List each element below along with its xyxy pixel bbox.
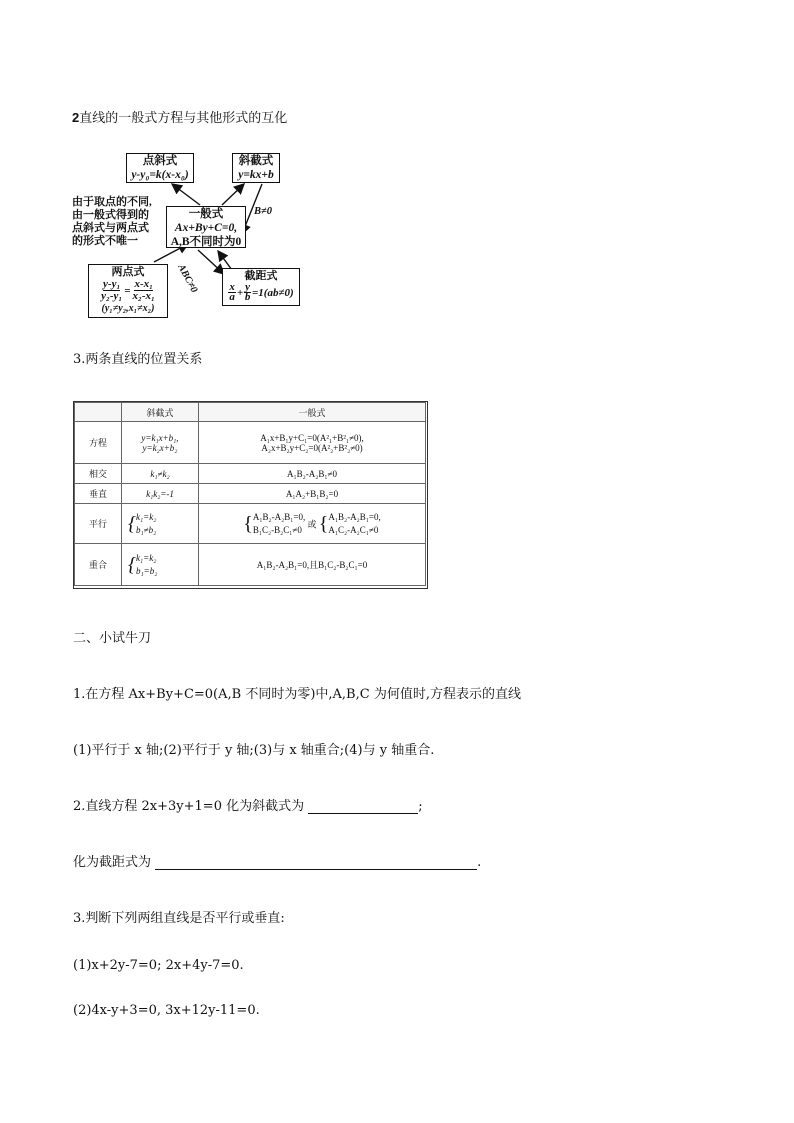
general-cell: A₁B₂-A₂B₁≠0 (199, 464, 426, 484)
arrow-general-to-slope-intercept (222, 184, 244, 205)
two-point-den-left: y₂-y₁ (101, 290, 123, 302)
table-row (75, 422, 426, 464)
general-cell (199, 422, 426, 464)
note-line: 点斜式与两点式 (72, 222, 149, 234)
slope-intercept-box (232, 153, 280, 183)
question-1-line-1: 1.在方程 Ax+By+C=0(A,B 不同时为零)中,A,B,C 为何值时,方程表示的直线 (73, 687, 521, 702)
note-line: 由于取点的不同, (72, 196, 152, 208)
general-form-condition: A,B不同时为0 (170, 236, 242, 248)
table-row (75, 464, 426, 484)
cell-line: k₁=k₂ (136, 552, 157, 563)
point-slope-formula: y-y₀=k(x-x₀) (131, 169, 189, 181)
table-header-cell: 一般式 (199, 403, 426, 422)
section-2-number: 2 (72, 110, 80, 125)
note-text (72, 196, 152, 248)
cell-line: y=k₁x+b₁, (141, 432, 179, 443)
two-point-box: 两点式 $\frac{\text{y-y₁}}{\text{y₂-y₁}}$ = $\frac{\text{x-x₁}}{\text{x₂-x₁}}$ (y₁≠y₂,x₁≠x₂) (88, 264, 168, 318)
cell-line: A₂x+B₂y+C₂=0(A²₂+B²₂≠0) (261, 442, 363, 453)
slope-intercept-formula: y=kx+b (238, 169, 274, 181)
cell-line: y=k₂x+b₂ (142, 442, 178, 453)
or-text: 或 (307, 519, 317, 529)
question-2-prefix: 2.直线方程 2x+3y+1=0 化为斜截式为 (73, 799, 305, 814)
arrow-general-to-point-slope (172, 184, 200, 205)
row-label: 相交 (75, 464, 122, 484)
two-point-den-right: x₂-x₁ (132, 290, 155, 302)
section-3-title: 3.两条直线的位置关系 (73, 352, 203, 367)
intercept-frac-y: y (245, 281, 251, 293)
question-2-suffix: ; (418, 799, 423, 814)
point-slope-name: 点斜式 (142, 155, 178, 167)
point-slope-box (126, 153, 194, 183)
cell-line: A₁C₂-A₂C₁≠0 (328, 524, 379, 535)
question-2-line-1 (73, 795, 423, 814)
general-form-box (166, 206, 246, 248)
table-row (75, 504, 426, 544)
general-cell: A₁A₂+B₁B₂=0 (199, 484, 426, 504)
intercept-frac-a: a (229, 291, 235, 303)
slope-cell (122, 422, 199, 464)
table-header-cell: 斜截式 (122, 403, 199, 422)
cell-line: b₁=b₂ (136, 565, 158, 576)
question-2-line-2 (73, 851, 481, 870)
question-2-line-2-suffix: . (477, 855, 482, 870)
question-3-part-2: (2)4x-y+3=0, 3x+12y-11=0. (73, 1003, 260, 1018)
answer-blank-slope-intercept[interactable] (308, 799, 418, 814)
note-line: 由一般式得到的 (72, 209, 149, 221)
row-label: 重合 (75, 544, 122, 586)
question-3-title: 3.判断下列两组直线是否平行或垂直: (73, 911, 285, 926)
note-line: 的形式不唯一 (72, 235, 138, 247)
intercept-name: 截距式 (244, 270, 278, 282)
section-2-text: 直线的一般式方程与其他形式的互化 (79, 111, 288, 126)
intercept-box: 截距式 x a + $\frac{y}{b}$ =1(ab≠0) (222, 268, 300, 306)
table-header-cell (75, 403, 122, 422)
general-form-name: 一般式 (188, 208, 224, 220)
slope-cell: k₁k₂=-1 (122, 484, 199, 504)
intercept-rest: =1(ab≠0) (252, 286, 294, 299)
cell-line: A₁B₂-A₂B₁=0, (252, 511, 306, 522)
relation-table (74, 402, 426, 586)
cell-line: k₁=k₂ (136, 511, 157, 522)
question-3-part-1: (1)x+2y-7=0; 2x+4y-7=0. (73, 958, 244, 973)
practice-heading: 二、小试牛刀 (73, 631, 152, 646)
row-label: 方程 (75, 422, 122, 464)
intercept-frac-b: b (244, 291, 251, 303)
table-row (75, 544, 426, 586)
slope-cell: { k₁=k₂ b₁=b₂ (122, 544, 199, 586)
two-point-condition: (y₁≠y₂,x₁≠x₂) (101, 303, 155, 314)
question-2-line-2-prefix: 化为截距式为 (73, 855, 152, 870)
slope-intercept-name: 斜截式 (238, 155, 274, 167)
two-point-name: 两点式 (111, 266, 145, 278)
two-point-num-left: y-y₁ (103, 278, 121, 290)
intercept-frac-x: x (229, 281, 235, 293)
cell-line: B₁C₂-B₂C₁≠0 (252, 524, 302, 535)
table-row (75, 484, 426, 504)
slope-cell: { k₁=k₂ b₁≠b₂ (122, 504, 199, 544)
two-point-num-right: x-x₁ (134, 278, 153, 290)
cell-line: A₁B₂-A₂B₁=0, (328, 511, 381, 522)
row-label: 平行 (75, 504, 122, 544)
label-abc-not-zero: ABC≠0 (175, 262, 200, 295)
general-cell: { A₁B₂-A₂B₁=0, B₁C₂-B₂C₁≠0 或 { A₁B₂-A₂B₁=0, A₁C₂-A₂C₁≠0 (199, 504, 426, 544)
cell-line: b₁≠b₂ (136, 524, 157, 535)
cell-line: A₁x+B₁y+C₁=0(A²₁+B²₁≠0), (260, 432, 364, 443)
label-b-not-zero: B≠0 (254, 206, 273, 217)
answer-blank-intercept[interactable] (155, 855, 477, 870)
slope-cell: k₁≠k₂ (122, 464, 199, 484)
general-form-formula: Ax+By+C=0, (174, 222, 238, 234)
question-1-line-2: (1)平行于 x 轴;(2)平行于 y 轴;(3)与 x 轴重合;(4)与 y 轴重合. (73, 743, 435, 758)
row-label: 垂直 (75, 484, 122, 504)
general-cell: A₁B₂-A₂B₁=0,且B₁C₂-B₂C₁=0 (199, 544, 426, 586)
table-header-row (75, 403, 426, 422)
